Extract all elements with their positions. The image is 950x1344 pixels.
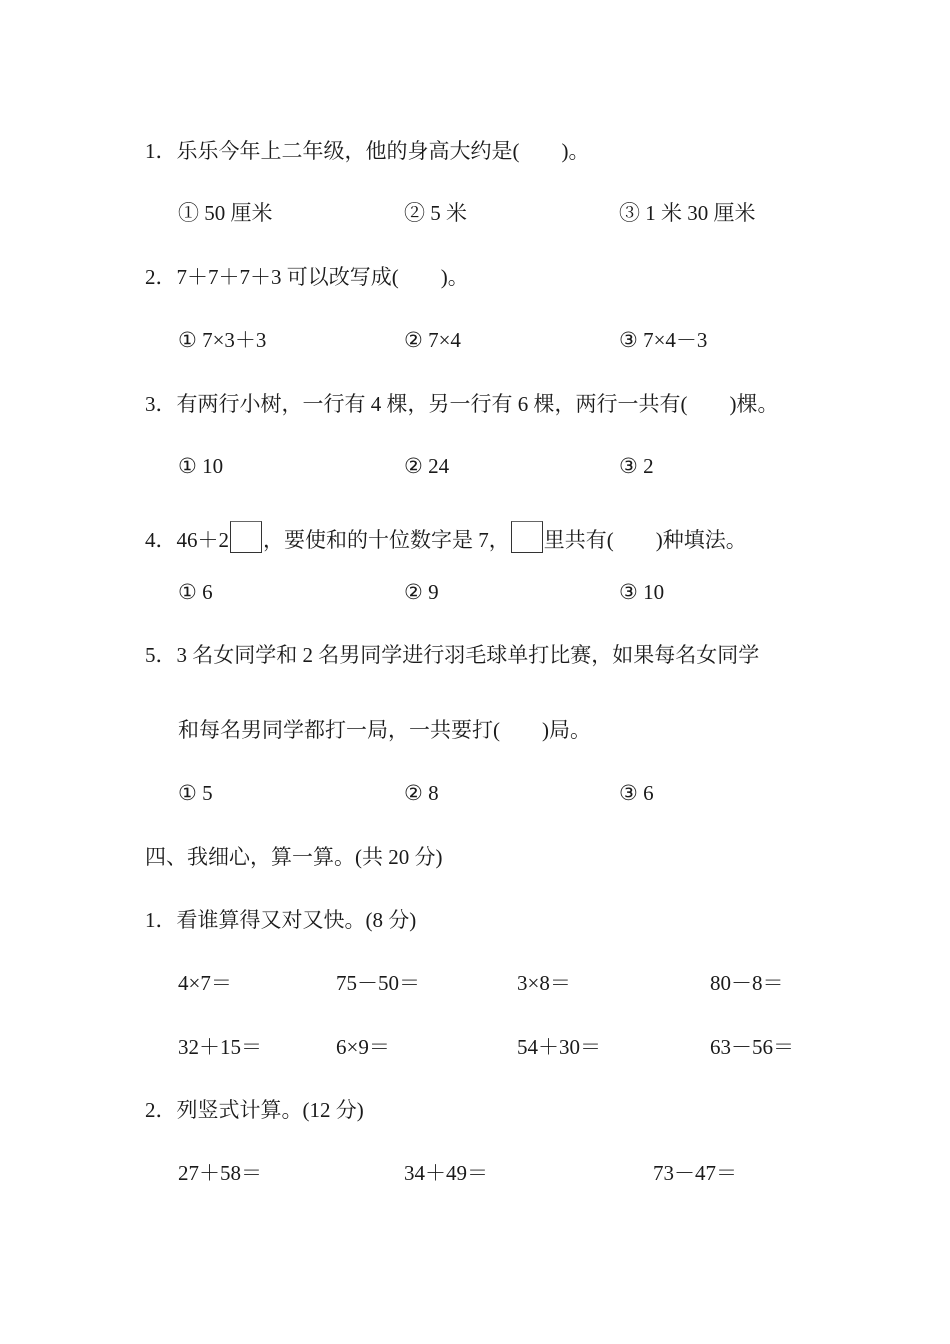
part-1-title: 1．看谁算得又对又快。(8 分) <box>145 908 417 932</box>
question-2-option-3: ③ 7×4－3 <box>619 328 708 352</box>
part-2-title: 2．列竖式计算。(12 分) <box>145 1098 364 1122</box>
question-3-option-3: ③ 2 <box>619 454 654 478</box>
vertical-calc-item: 73－47＝ <box>653 1161 737 1185</box>
question-3-option-1: ① 10 <box>178 454 224 478</box>
question-5-text-line1: 5．3 名女同学和 2 名男同学进行羽毛球单打比赛，如果每名女同学 <box>145 643 760 667</box>
calc-item: 54＋30＝ <box>517 1035 601 1059</box>
calc-item: 63－56＝ <box>710 1035 794 1059</box>
question-1-option-1: ① 50 厘米 <box>178 201 273 225</box>
question-4-text-c: 里共有( )种填法。 <box>543 528 747 552</box>
calc-item: 4×7＝ <box>178 971 232 995</box>
calc-item: 32＋15＝ <box>178 1035 262 1059</box>
question-4-text <box>145 521 747 554</box>
calc-item: 3×8＝ <box>517 971 571 995</box>
calc-item: 75－50＝ <box>336 971 420 995</box>
question-4-text-b: ，要使和的十位数字是 7， <box>263 528 510 552</box>
question-2-text: 2．7＋7＋7＋3 可以改写成( )。 <box>145 265 469 289</box>
question-4-option-1: ① 6 <box>178 580 213 604</box>
question-5-text-line2: 和每名男同学都打一局，一共要打( )局。 <box>178 718 591 742</box>
question-1-option-3: ③ 1 米 30 厘米 <box>619 201 756 225</box>
vertical-calc-item: 34＋49＝ <box>404 1161 488 1185</box>
question-1-option-2: ② 5 米 <box>404 201 467 225</box>
question-2-option-2: ② 7×4 <box>404 328 461 352</box>
blank-box <box>230 521 262 553</box>
vertical-calc-item: 27＋58＝ <box>178 1161 262 1185</box>
question-1-text: 1．乐乐今年上二年级，他的身高大约是( )。 <box>145 139 590 163</box>
section-4-title: 四、我细心，算一算。(共 20 分) <box>145 845 443 869</box>
question-5-option-3: ③ 6 <box>619 781 654 805</box>
question-4-option-3: ③ 10 <box>619 580 665 604</box>
blank-box <box>511 521 543 553</box>
question-3-text: 3．有两行小树，一行有 4 棵，另一行有 6 棵，两行一共有( )棵。 <box>145 392 779 416</box>
calc-item: 80－8＝ <box>710 971 784 995</box>
calc-item: 6×9＝ <box>336 1035 390 1059</box>
question-5-option-1: ① 5 <box>178 781 213 805</box>
question-4-text-a: 4．46＋2 <box>145 528 229 552</box>
question-4-option-2: ② 9 <box>404 580 439 604</box>
question-5-option-2: ② 8 <box>404 781 439 805</box>
question-2-option-1: ① 7×3＋3 <box>178 328 267 352</box>
question-3-option-2: ② 24 <box>404 454 450 478</box>
